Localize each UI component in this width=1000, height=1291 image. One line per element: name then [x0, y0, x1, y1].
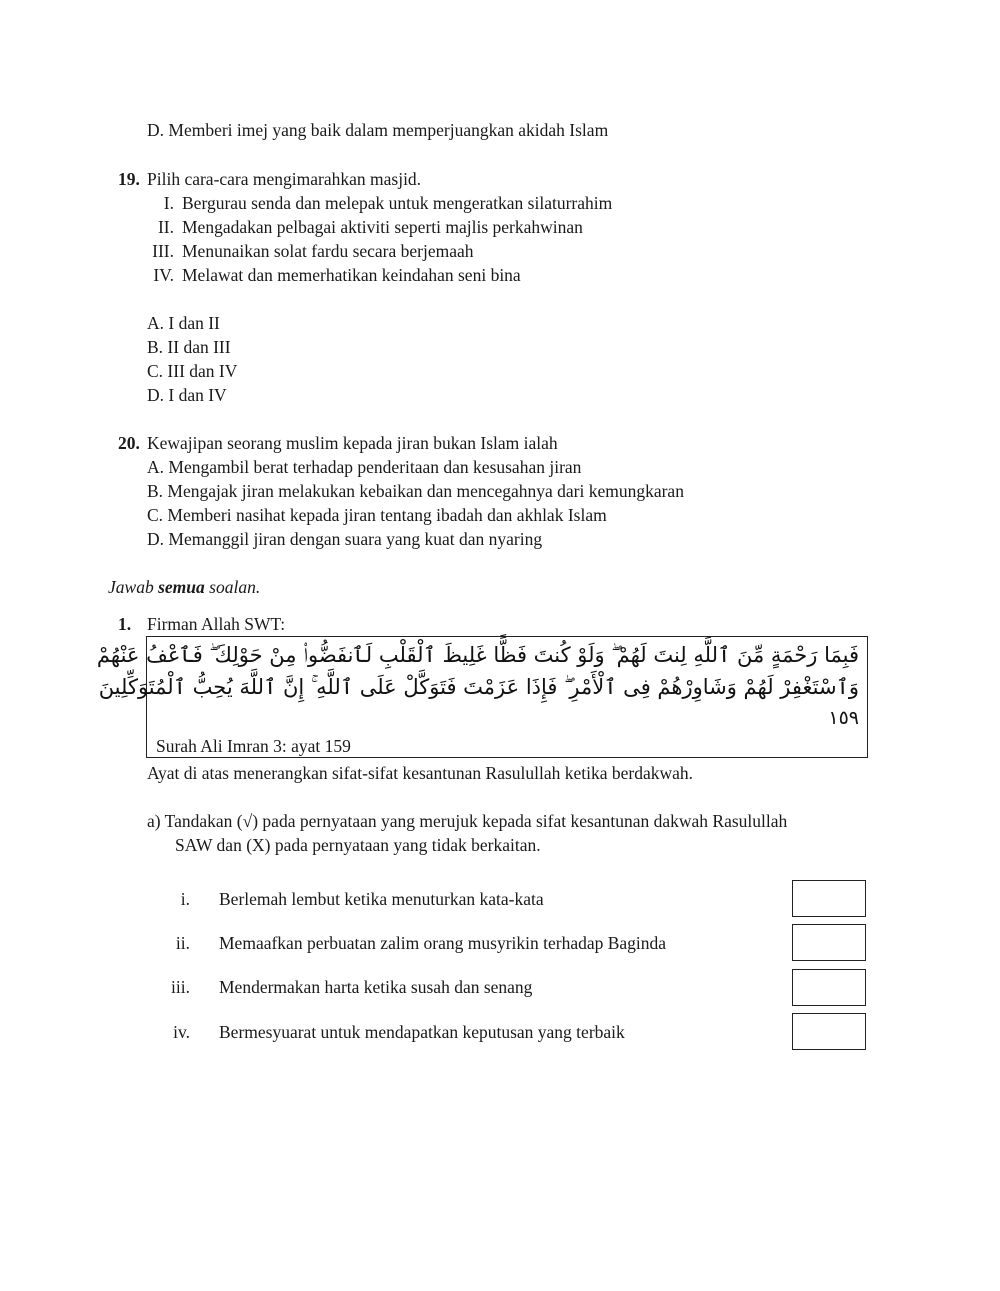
- q19-statement-text: Mengadakan pelbagai aktiviti seperti majlis perkahwinan: [182, 217, 583, 237]
- q19-option-c[interactable]: C. III dan IV: [147, 361, 238, 381]
- item-roman: ii.: [175, 933, 190, 953]
- answer-box-iv[interactable]: [792, 1013, 866, 1050]
- q18-option-d: D. Memberi imej yang baik dalam memperjuangkan akidah Islam: [147, 120, 609, 140]
- section-instruction: [108, 576, 260, 598]
- section-instruction-bold: semua: [158, 577, 205, 597]
- item-roman: iv.: [173, 1022, 190, 1042]
- q19-question: Pilih cara-cara mengimarahkan masjid.: [147, 169, 422, 189]
- verse-box: [96, 636, 868, 758]
- s1-number: 1.: [118, 614, 132, 634]
- part-a-instruction-line1: a) Tandakan (√) pada pernyataan yang merujuk kepada sifat kesantunan dakwah Rasulullah: [147, 811, 788, 831]
- verse-number: ١٥٩: [828, 707, 859, 729]
- verse-line-1: فَبِمَا رَحْمَةٍ مِّنَ ٱللَّهِ لِنتَ لَهُمْ ۖ وَلَوْ كُنتَ فَظًّا غَلِيظَ ٱلْقَلْبِ لَٱنفَضُّوا۟ مِنْ حَوْلِكَ ۖ فَٱعْفُ عَنْهُمْ: [96, 643, 859, 667]
- q19-option-b[interactable]: B. II dan III: [147, 337, 231, 357]
- section-instruction-suffix: soalan.: [204, 577, 261, 597]
- section-instruction-prefix: Jawab: [108, 577, 159, 597]
- q20-option-c[interactable]: C. Memberi nasihat kepada jiran tentang ibadah dan akhlak Islam: [147, 505, 607, 525]
- part-a-instruction-line2: SAW dan (X) pada pernyataan yang tidak berkaitan.: [175, 835, 541, 855]
- q19-statement: [140, 216, 583, 238]
- verse-reference: Surah Ali Imran 3: ayat 159: [156, 736, 351, 756]
- answer-box-iii[interactable]: [792, 969, 866, 1006]
- q19-statement-text: Bergurau senda dan melepak untuk mengeratkan silaturrahim: [182, 193, 613, 213]
- verse-line-2: وَٱسْتَغْفِرْ لَهُمْ وَشَاوِرْهُمْ فِى ٱلْأَمْرِ ۖ فَإِذَا عَزَمْتَ فَتَوَكَّلْ عَلَى ٱللَّهِ ۚ إِنَّ ٱللَّهَ يُحِبُّ ٱلْمُتَوَكِّلِينَ: [98, 675, 859, 699]
- item-text: Mendermakan harta ketika susah dan senang: [219, 977, 533, 997]
- item-text: Memaafkan perbuatan zalim orang musyrikin terhadap Baginda: [219, 933, 667, 953]
- q19-statement-text: Melawat dan memerhatikan keindahan seni bina: [182, 265, 521, 285]
- q19-number: 19.: [118, 169, 140, 189]
- q20-option-a[interactable]: A. Mengambil berat terhadap penderitaan dan kesusahan jiran: [147, 457, 582, 477]
- answer-box-i[interactable]: [792, 880, 866, 917]
- q19-statement-roman: I.: [163, 193, 174, 213]
- item-roman: iii.: [171, 977, 190, 997]
- answer-box-ii[interactable]: [792, 924, 866, 961]
- q19-statement: [140, 192, 612, 214]
- q20-option-d[interactable]: D. Memanggil jiran dengan suara yang kuat dan nyaring: [147, 529, 543, 549]
- q19-statement-roman: III.: [152, 241, 174, 261]
- q20-option-b[interactable]: B. Mengajak jiran melakukan kebaikan dan mencegahnya dari kemungkaran: [147, 481, 684, 501]
- s1-intro: Firman Allah SWT:: [147, 614, 286, 634]
- verse-caption: Ayat di atas menerangkan sifat-sifat kesantunan Rasulullah ketika berdakwah.: [147, 763, 694, 783]
- item-text: Berlemah lembut ketika menuturkan kata-kata: [219, 889, 544, 909]
- q20-number: 20.: [118, 433, 140, 453]
- item-roman: i.: [180, 889, 190, 909]
- q19-statement-roman: IV.: [153, 265, 174, 285]
- q19-option-d[interactable]: D. I dan IV: [147, 385, 227, 405]
- q19-statement: [140, 264, 521, 286]
- q19-statement-text: Menunaikan solat fardu secara berjemaah: [182, 241, 474, 261]
- q19-statement-roman: II.: [157, 217, 174, 237]
- q19-statement: [140, 240, 474, 262]
- item-text: Bermesyuarat untuk mendapatkan keputusan yang terbaik: [219, 1022, 625, 1042]
- q20-question: Kewajipan seorang muslim kepada jiran bukan Islam ialah: [147, 433, 558, 453]
- q19-option-a[interactable]: A. I dan II: [147, 313, 220, 333]
